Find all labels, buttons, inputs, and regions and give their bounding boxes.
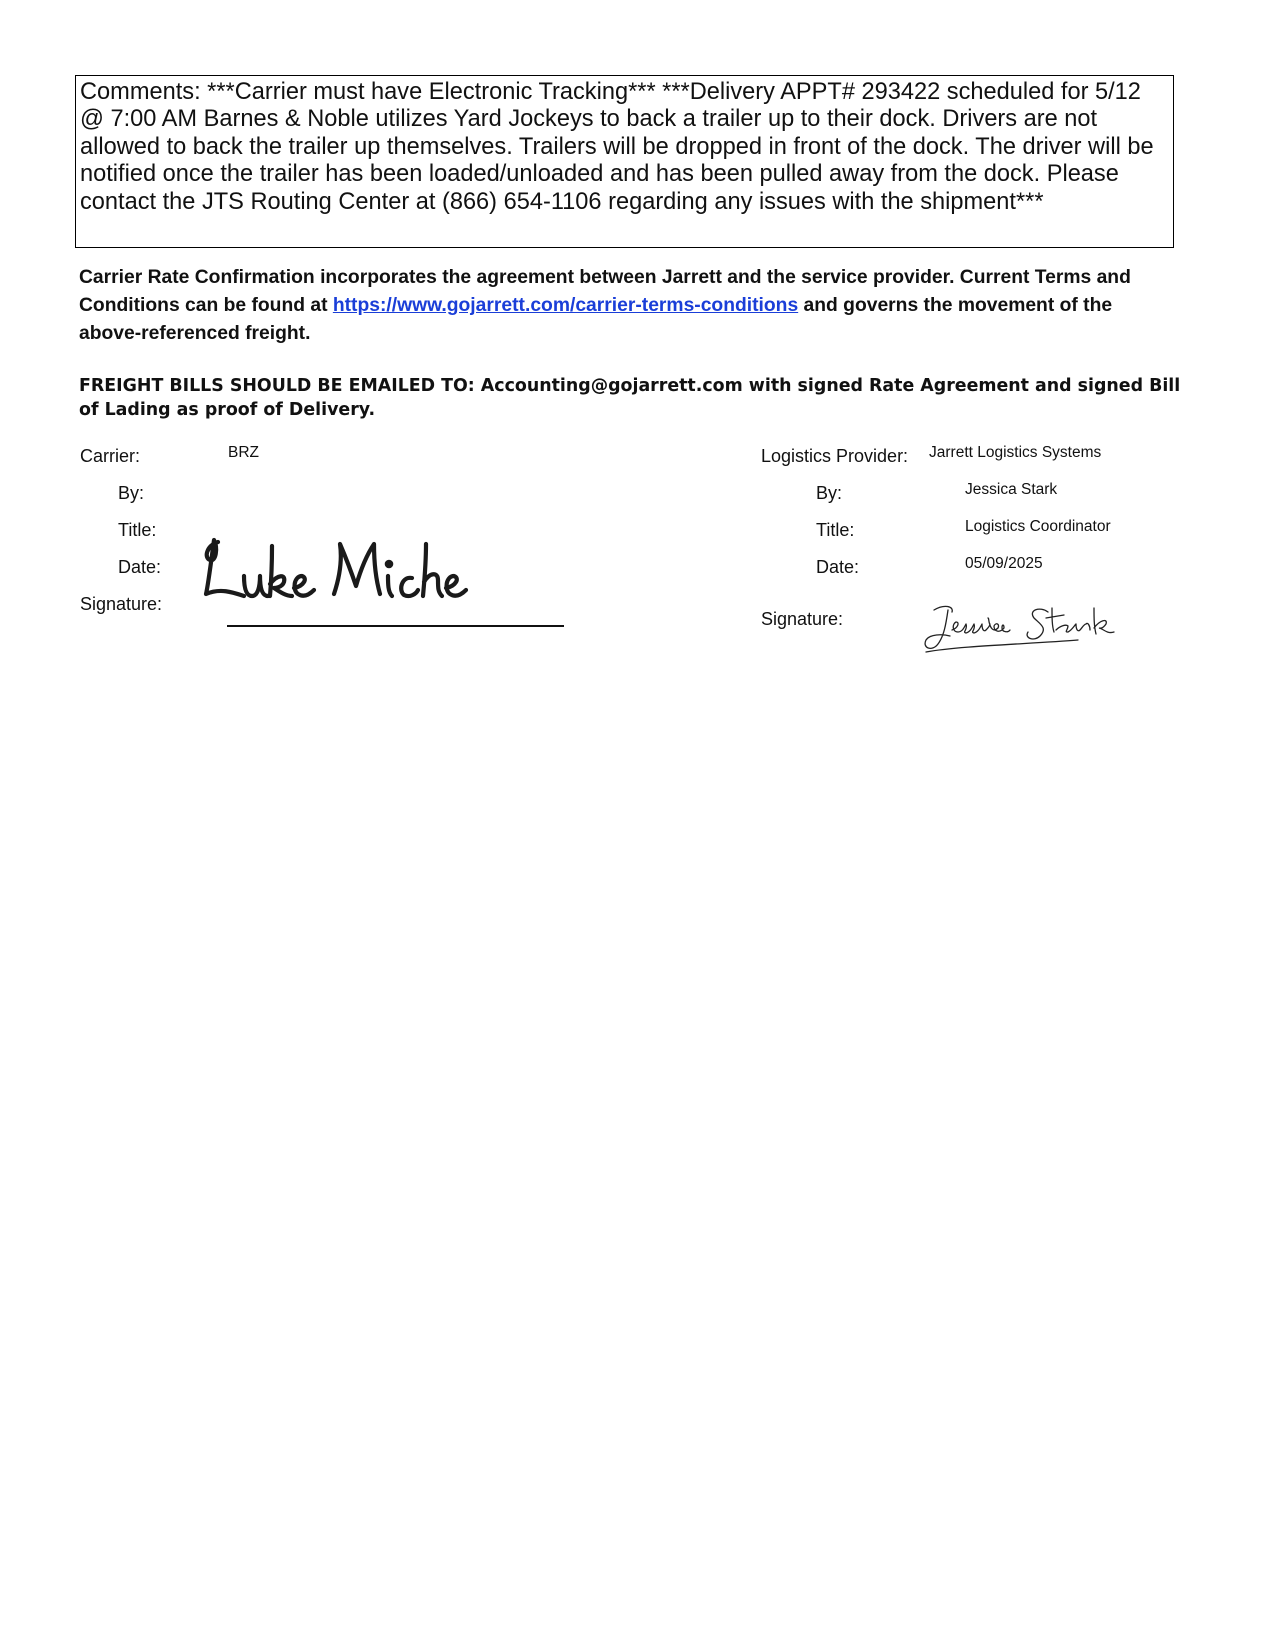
carrier-date-label: Date: [118, 557, 162, 577]
terms-text-before: Carrier Rate Confirmation incorporates the agreement between Jarrett and the service provider. Current Terms and Conditions can be found at [79, 267, 1131, 316]
provider-label: Logistics Provider: [761, 446, 909, 466]
carrier-value: BRZ [228, 444, 259, 461]
terms-text-after: and governs the movement of the above-referenced freight. [79, 295, 1113, 344]
carrier-signature-label: Signature: [80, 594, 163, 614]
freight-bills-text: FREIGHT BILLS SHOULD BE EMAILED TO: Accounting@gojarrett.com with signed Rate Agreement and signed Bill of Lading as proof of Delivery. [79, 376, 1181, 420]
provider-value: Jarrett Logistics Systems [929, 444, 1102, 461]
provider-date-label: Date: [816, 557, 860, 577]
provider-title-label: Title: [816, 520, 855, 540]
terms-link[interactable]: https://www.gojarrett.com/carrier-terms-conditions [332, 295, 799, 316]
comments-box [75, 75, 1174, 248]
carrier-label: Carrier: [80, 446, 141, 466]
carrier-signature-image [200, 530, 500, 610]
comments-text: Comments: ***Carrier must have Electronic Tracking*** ***Delivery APPT# 293422 scheduled for 5/12 @ 7:00 AM Barnes & Noble utilizes Yard Jockeys to back a trailer up to their dock. Drivers are not allowed to back the trailer up themselves. Trailers will be dropped in front of the dock. The driver will be notified once the trailer has been loaded/unloaded and has been pulled away from the dock. Please contact the JTS Routing Center at (866) 654-1106 regarding any issues with the shipment*** [80, 79, 1154, 215]
provider-title-value: Logistics Coordinator [965, 518, 1111, 535]
provider-by-label: By: [816, 483, 843, 503]
carrier-signature-line [227, 625, 564, 627]
terms-paragraph [79, 264, 1179, 348]
carrier-by-label: By: [118, 483, 145, 503]
provider-date-value: 05/09/2025 [965, 555, 1043, 572]
freight-bills-notice [79, 375, 1199, 422]
provider-signature-label: Signature: [761, 609, 844, 629]
provider-signature-image [918, 600, 1138, 656]
provider-by-value: Jessica Stark [965, 481, 1058, 498]
carrier-title-label: Title: [118, 520, 157, 540]
